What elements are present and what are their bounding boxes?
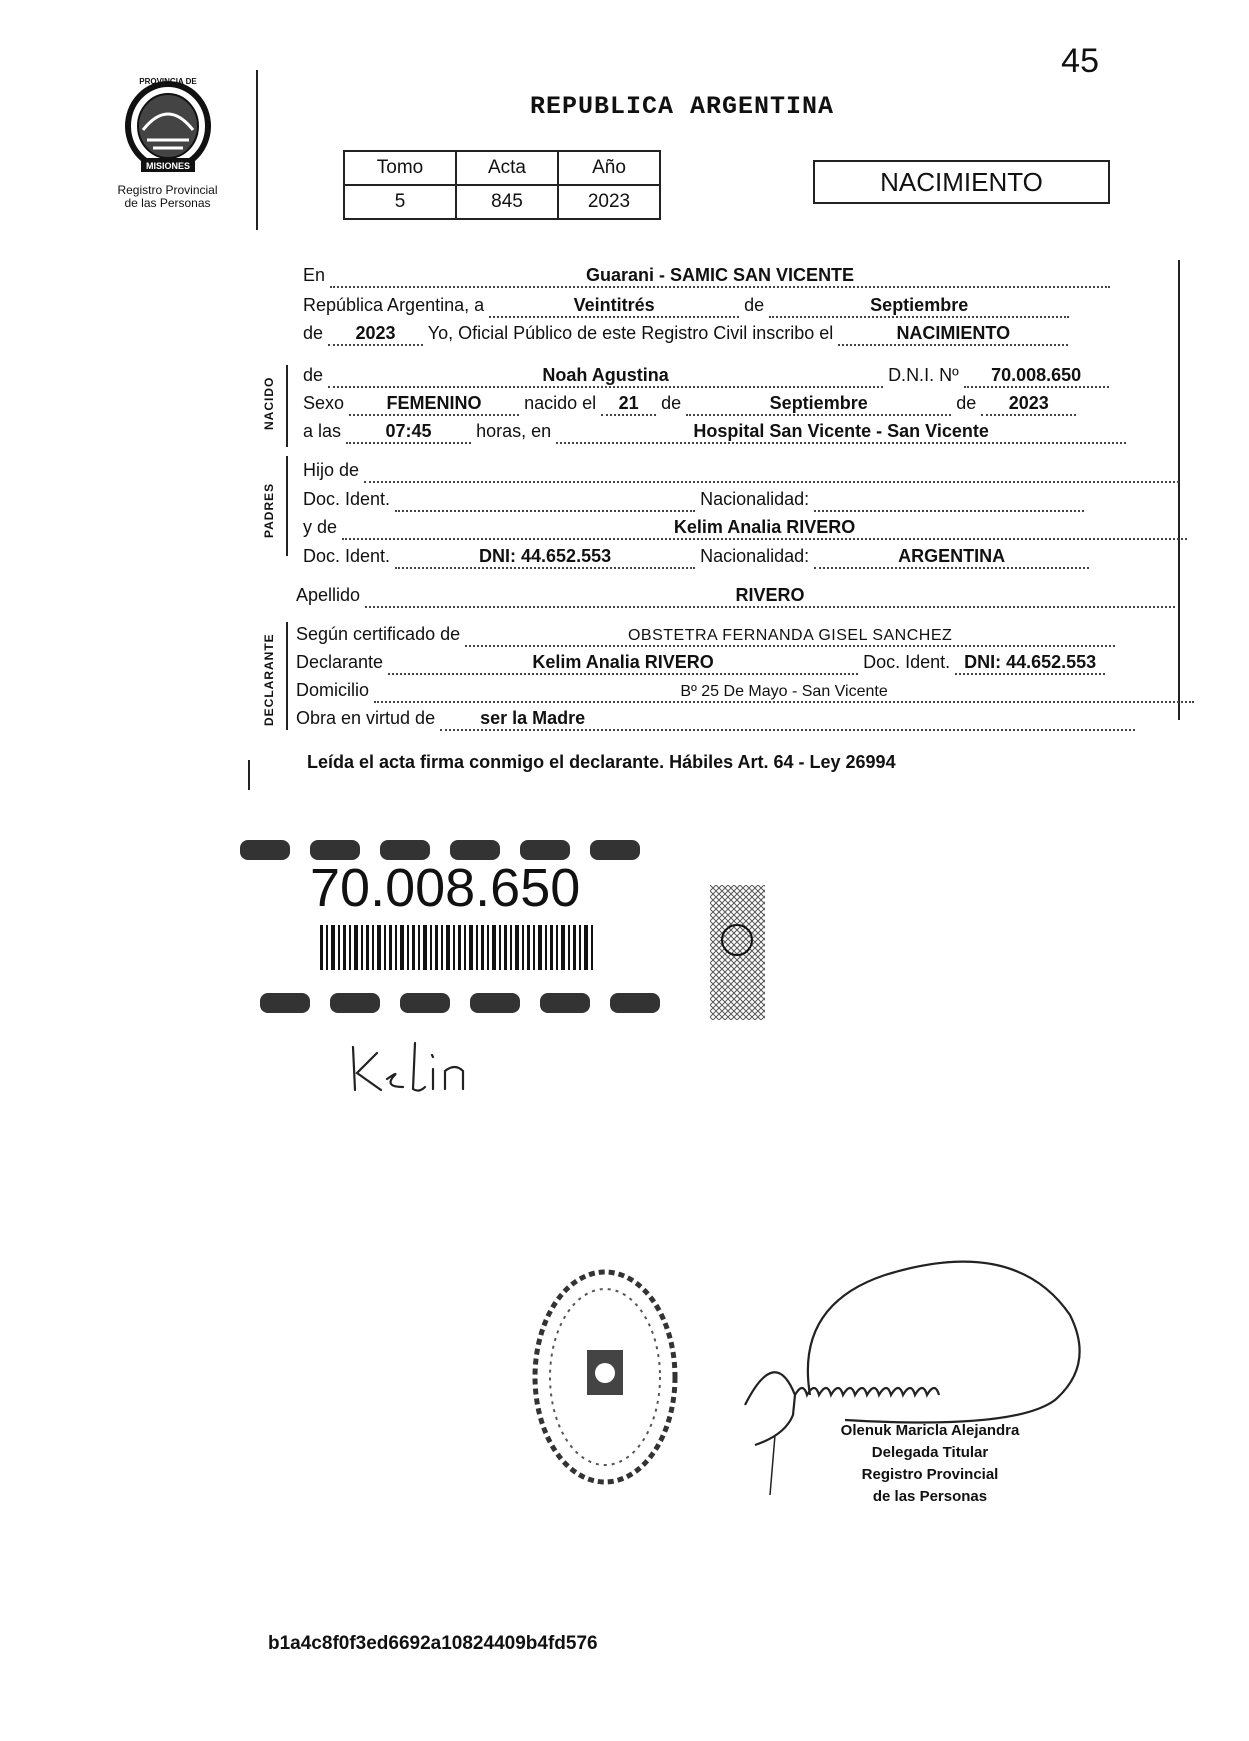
section-label-nacido: NACIDO	[262, 376, 276, 430]
logo-caption-line2: de las Personas	[124, 196, 211, 210]
field-anio-inscripcion: 2023	[328, 323, 423, 346]
handwritten-kelin-icon	[345, 1035, 485, 1095]
row-domicilio: Domicilio Bº 25 De Mayo - San Vicente	[296, 680, 1194, 703]
header-acta: Acta	[456, 151, 558, 185]
official-name: Olenuk Maricla Alejandra	[840, 1422, 1020, 1439]
field-certificado: OBSTETRA FERNANDA GISEL SANCHEZ	[465, 624, 1115, 647]
handwritten-signature	[345, 1035, 485, 1100]
registry-logo	[100, 68, 235, 210]
row-republica: República Argentina, a Veintitrés de Septiembre	[303, 295, 1069, 318]
document-hash: b1a4c8f0f3ed6692a10824409b4fd576	[268, 1633, 598, 1654]
section-label-padres: PADRES	[262, 482, 276, 538]
field-apellido: RIVERO	[365, 585, 1175, 608]
field-doc-declarante: DNI: 44.652.553	[955, 652, 1105, 675]
section-divider	[286, 622, 288, 730]
svg-text:MISIONES: MISIONES	[145, 161, 190, 171]
field-madre: Kelim Analia RIVERO	[342, 517, 1187, 540]
field-acto: NACIMIENTO	[838, 323, 1068, 346]
field-dia-inscripcion: Veintitrés	[489, 295, 739, 318]
row-y-de: y de Kelim Analia RIVERO	[303, 517, 1187, 540]
value-anio: 2023	[558, 185, 660, 219]
margin-line	[256, 70, 258, 230]
official-name-block	[810, 1420, 1050, 1508]
row-obra: Obra en virtud de ser la Madre	[296, 708, 1135, 731]
field-nacionalidad-madre: ARGENTINA	[814, 546, 1089, 569]
section-divider	[286, 365, 288, 447]
row-hijo-de: Hijo de	[303, 460, 1179, 483]
margin-line	[248, 760, 250, 790]
field-obra: ser la Madre	[440, 708, 1135, 731]
field-mes-inscripcion: Septiembre	[769, 295, 1069, 318]
official-seal-stamp	[530, 1265, 680, 1495]
field-dia-nacimiento: 21	[601, 393, 656, 416]
official-office-line1: Registro Provincial	[861, 1466, 999, 1483]
field-anio-nacimiento: 2023	[981, 393, 1076, 416]
row-en: En Guarani - SAMIC SAN VICENTE	[303, 265, 1110, 288]
header-anio: Año	[558, 151, 660, 185]
field-sexo: FEMENINO	[349, 393, 519, 416]
legal-note: Leída el acta firma conmigo el declarante. Hábiles Art. 64 - Ley 26994	[307, 752, 896, 772]
value-acta: 845	[456, 185, 558, 219]
row-yo-oficial: de 2023 Yo, Oficial Público de este Registro Civil inscribo el NACIMIENTO	[303, 323, 1068, 346]
page-number: 45	[1061, 42, 1099, 80]
hologram-icon	[710, 885, 765, 1020]
row-certificado: Según certificado de OBSTETRA FERNANDA GISEL SANCHEZ	[296, 624, 1115, 647]
row-sexo: Sexo FEMENINO nacido el 21 de Septiembre de 2023	[303, 393, 1076, 416]
field-nombre: Noah Agustina	[328, 365, 883, 388]
row-doc-padre: Doc. Ident. Nacionalidad:	[303, 489, 1084, 512]
row-doc-madre: Doc. Ident. DNI: 44.652.553 Nacionalidad: ARGENTINA	[303, 546, 1089, 569]
logo-caption-line1: Registro Provincial	[117, 183, 218, 197]
field-padre	[364, 460, 1179, 483]
field-lugar: Guarani - SAMIC SAN VICENTE	[330, 265, 1110, 288]
field-declarante: Kelim Analia RIVERO	[388, 652, 858, 675]
row-apellido: Apellido RIVERO	[296, 585, 1175, 608]
row-nombre: de Noah Agustina D.N.I. Nº 70.008.650	[303, 365, 1109, 388]
id-sticker	[240, 825, 670, 1020]
record-type-box: NACIMIENTO	[813, 160, 1110, 204]
field-doc-madre: DNI: 44.652.553	[395, 546, 695, 569]
sticker-number: 70.008.650	[310, 858, 581, 918]
field-nacionalidad-padre	[814, 489, 1084, 512]
field-domicilio: Bº 25 De Mayo - San Vicente	[374, 680, 1194, 703]
row-declarante: Declarante Kelim Analia RIVERO Doc. Ident. DNI: 44.652.553	[296, 652, 1105, 675]
field-doc-padre	[395, 489, 695, 512]
section-label-declarante: DECLARANTE	[262, 633, 276, 726]
field-dni: 70.008.650	[964, 365, 1109, 388]
sticker-graphic-icon	[240, 825, 670, 1020]
field-hora: 07:45	[346, 421, 471, 444]
field-mes-nacimiento: Septiembre	[686, 393, 951, 416]
official-seal-icon	[530, 1265, 680, 1490]
province-seal-icon	[113, 68, 223, 178]
value-tomo: 5	[344, 185, 456, 219]
register-table	[343, 150, 661, 220]
svg-text:PROVINCIA DE: PROVINCIA DE	[138, 77, 197, 86]
header-tomo: Tomo	[344, 151, 456, 185]
margin-line	[1178, 260, 1180, 720]
section-divider	[286, 456, 288, 556]
field-lugar-nacimiento: Hospital San Vicente - San Vicente	[556, 421, 1126, 444]
document-title: REPUBLICA ARGENTINA	[530, 92, 835, 121]
row-hora: a las 07:45 horas, en Hospital San Vicente - San Vicente	[303, 421, 1126, 444]
official-role: Delegada Titular	[871, 1444, 989, 1461]
official-office-line2: de las Personas	[872, 1488, 988, 1505]
